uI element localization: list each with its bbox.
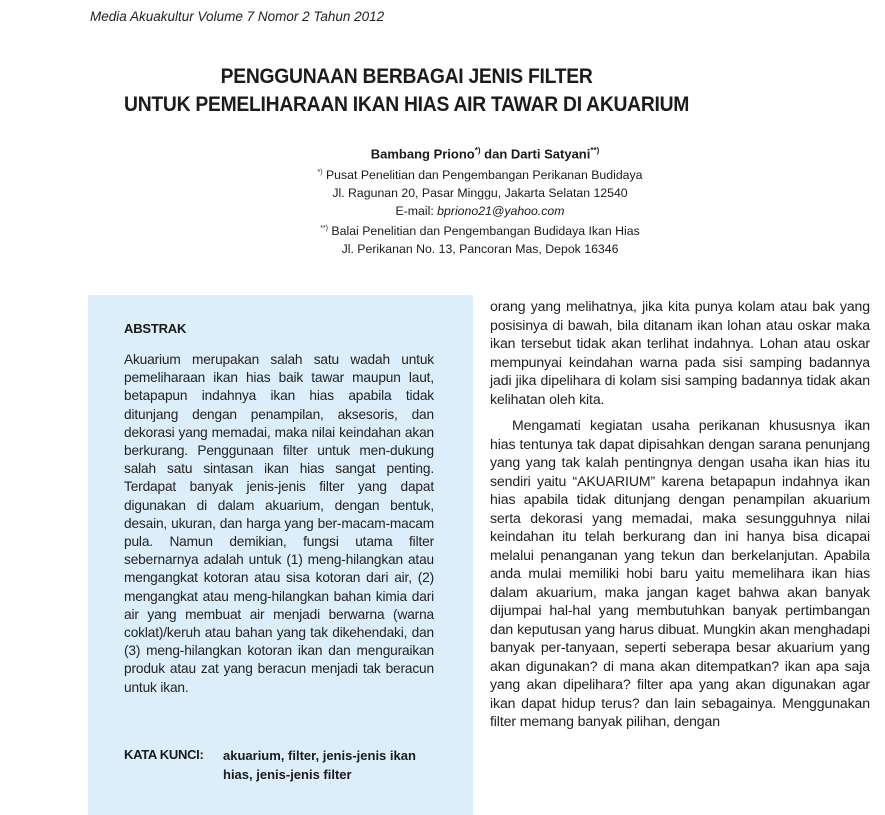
author-2-mark: **): [590, 146, 600, 155]
abstract-text: Akuarium merupakan salah satu wadah untuk pemeliharaan ikan hias baik tawar maupun laut, betapapun indahnya ikan hias apabila tidak ditunjang dengan penampilan, aksesoris, dan dekorasi yang memadai, maka nilai keindahan akan berkurang. Penggunaan filter untuk men-dukung salah satu sintasan ikan hias sangat penting. Terdapat banyak jenis-jenis filter yang dapat digunakan di dalam akuarium, dengan bentuk, desain, ukuran, dan harga yang ber-macam-macam pula. Namun demikian, fungsi utama filter sebernarnya adalah untuk (1) meng-hilangkan atau mengangkat kotoran atau sisa kotoran dari air, (2) mengangkat atau meng-hilangkan bahan kimia dari air yang membuat air menjadi berwarna (warna coklat)/keruh atau bahan yang tak dikehendaki, dan (3) meng-hilangkan kotoran ikan dan menguraikan produk atau zat yang beracun menjadi tak beracun untuk ikan.: [124, 352, 434, 695]
author-1: Bambang Priono: [370, 146, 475, 162]
affiliation-2: [300, 220, 660, 258]
affiliation-1: [300, 164, 660, 220]
email-label: E-mail:: [395, 204, 438, 219]
keywords-text: akuarium, filter, jenis-jenis ikan hias, jenis-jenis filter: [223, 748, 416, 782]
affiliation-1-address: Jl. Ragunan 20, Pasar Minggu, Jakarta Selatan 12540: [332, 186, 628, 201]
author-connector: dan: [480, 146, 511, 162]
title-line-2: UNTUK PEMELIHARAAN IKAN HIAS AIR TAWAR DI AKUARIUM: [124, 93, 690, 116]
email-link[interactable]: bpriono21@yahoo.com: [437, 204, 565, 219]
body-paragraph-1: orang yang melihatnya, jika kita punya kolam atau bak yang posisinya di bawah, bila ditanam ikan lohan atau oskar maka ikan tersebut tidak akan terlihat indahnya. Lohan atau oskar mempunyai keindahan warna pada sisi samping badannya jadi jika dipelihara di kolam sisi samping badannya tidak akan kelihatan oleh kita.: [490, 298, 870, 407]
affiliation-1-institution: Pusat Penelitian dan Pengembangan Perikanan Budidaya: [322, 168, 643, 183]
keywords-label: KATA KUNCI:: [124, 747, 204, 762]
affiliation-2-institution: Balai Penelitian dan Pengembangan Budidaya Ikan Hias: [328, 224, 640, 239]
journal-header: Media Akuakultur Volume 7 Nomor 2 Tahun 2012: [90, 9, 385, 24]
affiliation-2-mark: **): [320, 225, 329, 232]
author-1-mark: *): [474, 146, 481, 155]
affiliation-2-address: Jl. Perikanan No. 13, Pancoran Mas, Depok 16346: [341, 242, 619, 257]
abstract-heading: ABSTRAK: [124, 321, 187, 336]
article-title: [0, 63, 848, 119]
body-paragraph-2: Mengamati kegiatan usaha perikanan khususnya ikan hias tentunya tak dapat dipisahkan dengan sarana penunjang yang yang tak kalah pentingnya dengan usaha ikan hias itu sendiri yaitu “AKUARIUM” karena betapapun indahnya ikan hias apabila tidak ditunjang dengan penampilan akuarium serta dekorasi yang memadai, maka sesungguhnya nilai keindahan itu telah berkurang dan ini hanya bisa dicapai melalui penanganan yang tekun dan berkelanjutan. Apabila anda mulai memiliki hobi baru yaitu memelihara ikan hias dalam akuarium, maka jangan kaget bahwa akan banyak dijumpai hal-hal yang membutuhkan banyak pertimbangan dan keputusan yang harus dibuat. Mungkin akan menghadapi banyak per-tanyaan, seperti seberapa besar akuarium yang akan digunakan? di mana akan ditempatkan? ikan apa saja yang akan dipelihara? filter apa yang akan digunakan agar ikan dapat hidup terus? dan lain sebagainya. Menggunakan filter memang banyak pilihan, dengan: [490, 417, 870, 729]
author-line: [325, 146, 645, 161]
affiliation-1-mark: *): [317, 169, 323, 176]
title-line-1: PENGGUNAAN BERBAGAI JENIS FILTER: [220, 65, 593, 88]
body-column: [490, 297, 870, 731]
author-2: Darti Satyani: [510, 146, 591, 162]
